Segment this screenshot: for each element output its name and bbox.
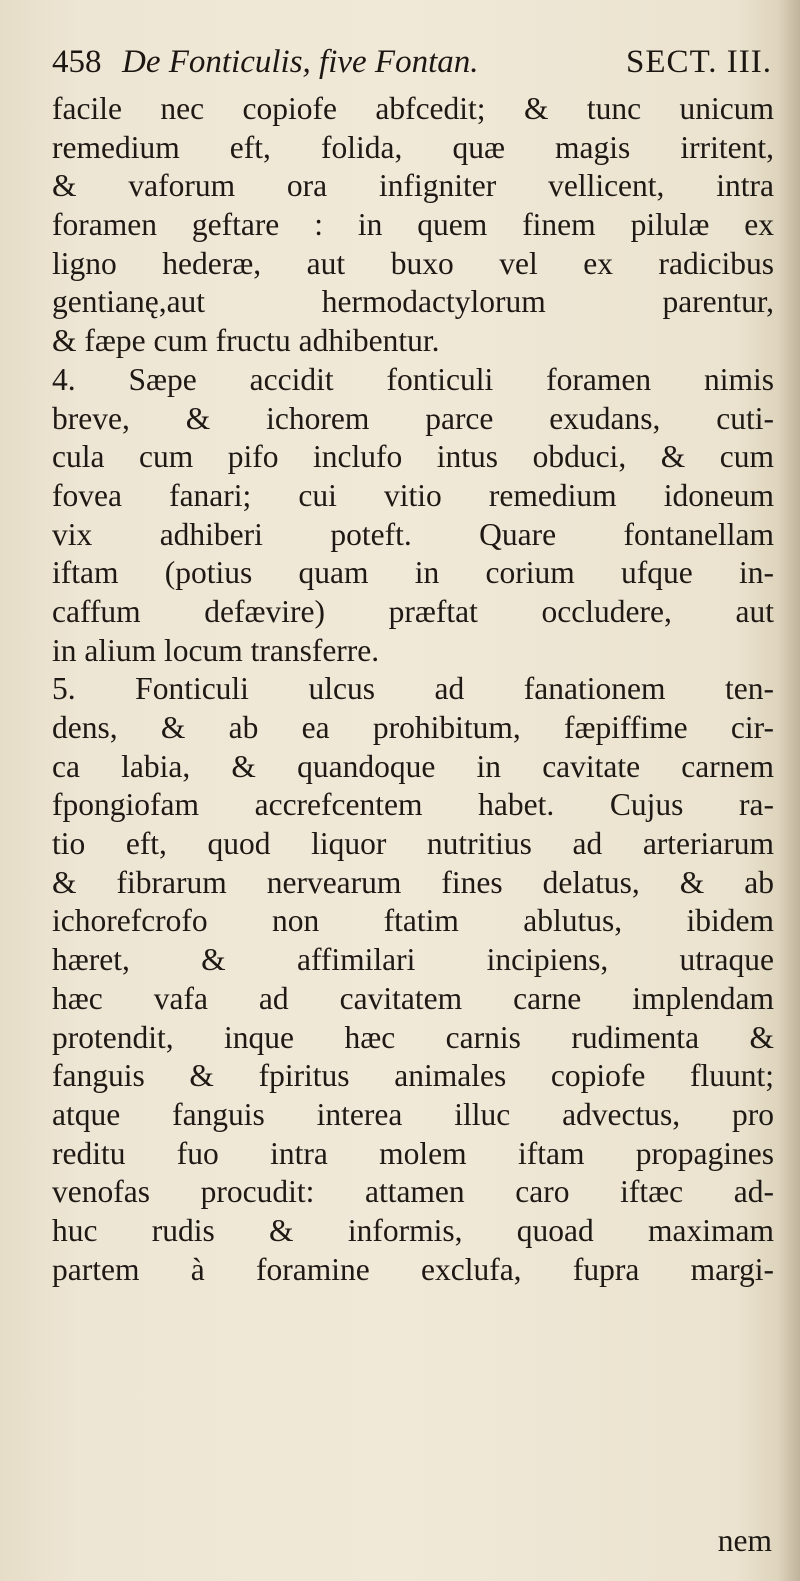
text-line: cula cum pifo inclufo intus obduci, & cum <box>52 439 774 475</box>
text-line: huc rudis & informis, quoad maximam <box>52 1212 774 1248</box>
text-line: partem à foramine exclufa, fupra margi- <box>52 1251 774 1287</box>
text-line: in alium locum transferre. <box>52 632 380 668</box>
page-number: 458 <box>52 44 102 80</box>
text-line: gentianę,aut hermodactylorum parentur, <box>52 284 774 320</box>
text-line: 4. Sæpe accidit fonticuli foramen nimis <box>52 361 774 397</box>
text-line: dens, & ab ea prohibitum, fæpiffime cir- <box>52 710 774 745</box>
text-line: ca labia, & quandoque in cavitate carnem <box>52 748 774 784</box>
body-text <box>52 90 774 1289</box>
text-line: fovea fanari; cui vitio remedium idoneum <box>52 477 774 513</box>
text-line: hæret, & affimilari incipiens, utraque <box>52 942 774 978</box>
section-label: SECT. III. <box>626 44 772 80</box>
text-line: venofas procudit: attamen caro iftæc ad- <box>52 1174 774 1210</box>
text-line: protendit, inque hæc carnis rudimenta & <box>52 1019 774 1055</box>
catchword: nem <box>717 1523 772 1558</box>
text-line: foramen geftare : in quem finem pilulæ ex <box>52 207 774 243</box>
text-line: & fæpe cum fructu adhibentur. <box>52 323 440 359</box>
text-line: atque fanguis interea illuc advectus, pro <box>52 1096 774 1132</box>
text-line: vix adhiberi poteft. Quare fontanellam <box>52 516 774 552</box>
running-title: De Fonticulis, five Fontan. <box>122 44 479 80</box>
text-line: remedium eft, folida, quæ magis irritent, <box>52 129 774 165</box>
text-line: facile nec copiofe abfcedit; & tunc unicum <box>52 91 774 126</box>
text-line: & fibrarum nervearum fines delatus, & ab <box>52 864 774 900</box>
text-line: hæc vafa ad cavitatem carne implendam <box>52 980 774 1016</box>
text-line: caffum defævire) præftat occludere, aut <box>52 593 774 629</box>
page-gutter-shadow <box>778 0 800 1581</box>
text-line: iftam (potius quam in corium ufque in- <box>52 555 774 591</box>
text-line: fpongiofam accrefcentem habet. Cujus ra- <box>52 787 774 823</box>
text-line: 5. Fonticuli ulcus ad fanationem ten- <box>52 671 774 707</box>
text-line: tio eft, quod liquor nutritius ad arteriarum <box>52 826 774 862</box>
text-line: ichorefcrofo non ftatim ablutus, ibidem <box>52 903 774 939</box>
text-line: & vaforum ora infigniter vellicent, intra <box>52 168 774 204</box>
text-line: ligno hederæ, aut buxo vel ex radicibus <box>52 245 774 281</box>
text-line: breve, & ichorem parce exudans, cuti- <box>52 400 774 436</box>
running-head <box>52 40 772 88</box>
text-line: fanguis & fpiritus animales copiofe fluunt; <box>52 1058 774 1094</box>
text-line: reditu fuo intra molem iftam propagines <box>52 1135 774 1171</box>
